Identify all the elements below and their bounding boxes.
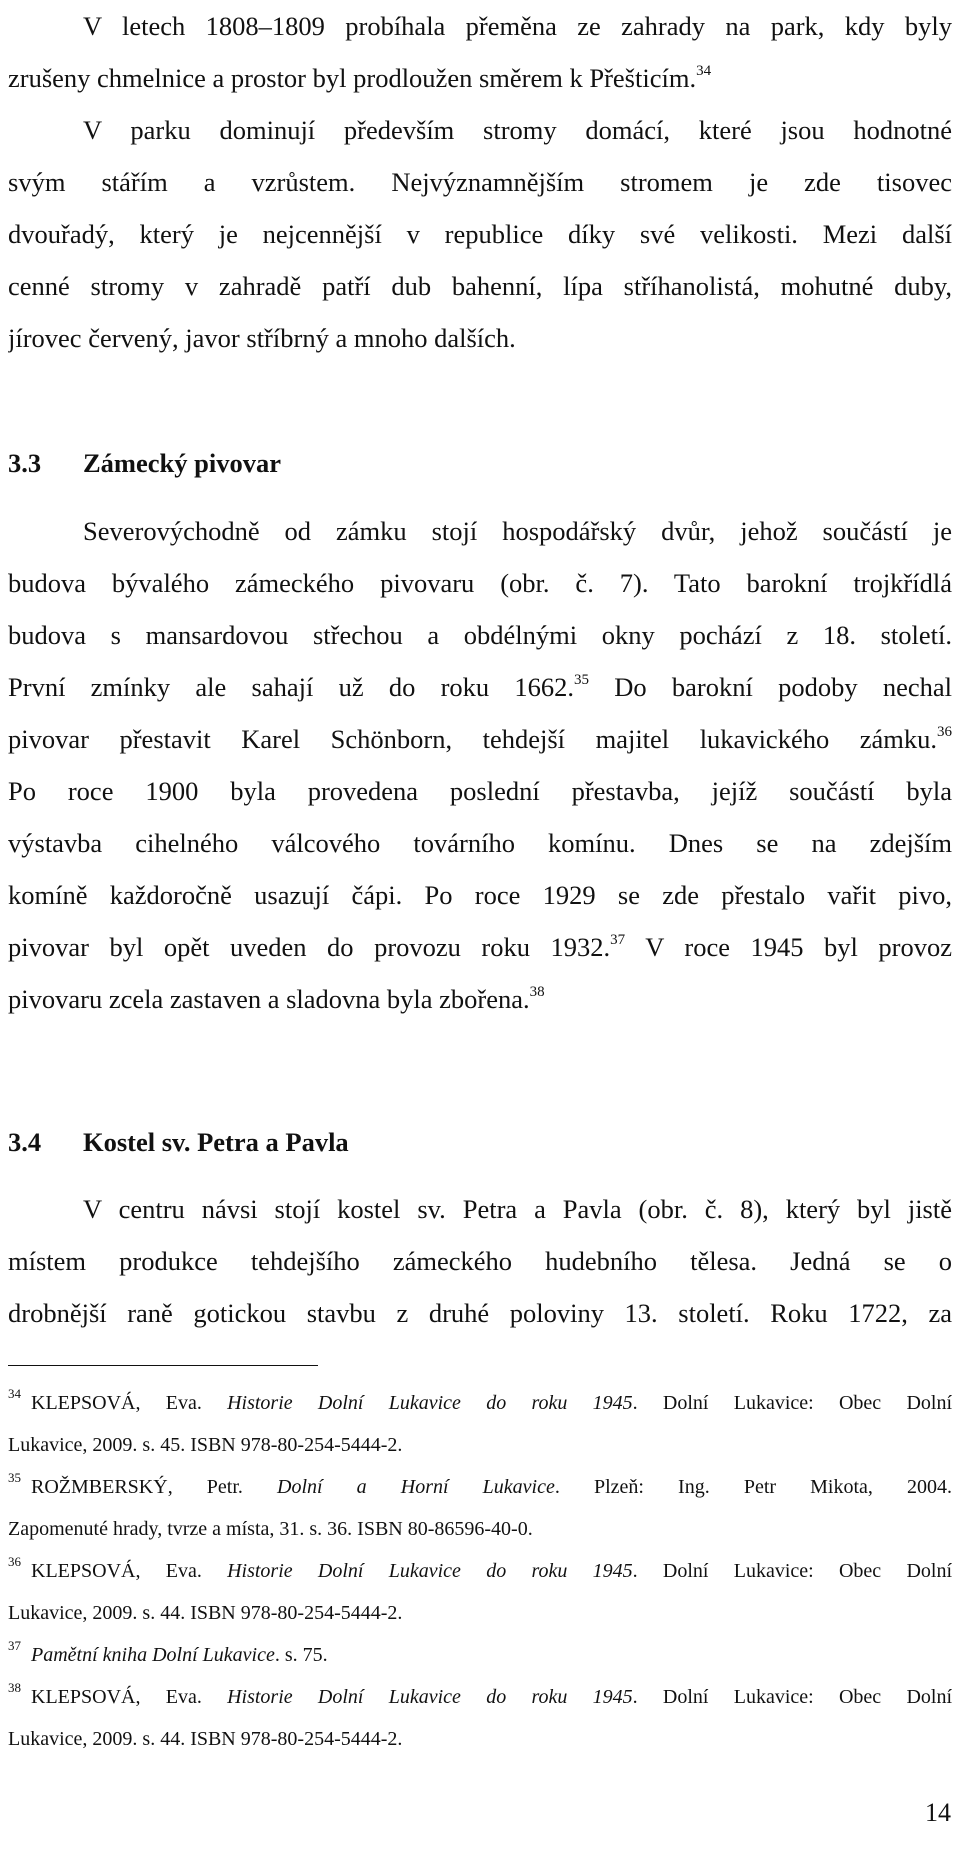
footnote-line: $^{37}$ Pamětní kniha Dolní Lukavice. s. 75. <box>8 1638 328 1666</box>
footnote-number: 37 <box>8 1638 21 1654</box>
footnote-line: Lukavice, 2009. s. 45. ISBN 978-80-254-5444-2. <box>8 1434 403 1456</box>
text-line: pivovar byl opět uveden do provozu roku 1932.37 V roce 1945 byl provoz <box>8 932 952 962</box>
footnote-ref[interactable]: 36 <box>937 724 952 741</box>
text-line: Po roce 1900 byla provedena poslední přestavba, jejíž součástí byla <box>8 776 952 806</box>
footnote-number: 36 <box>8 1554 21 1570</box>
church-paragraph <box>8 1183 952 1339</box>
section-heading <box>8 448 281 479</box>
footnote-line: $^{35}$ ROŽMBERSKÝ, Petr. Dolní a Horní Lukavice. Plzeň: Ing. Petr Mikota, 2004. <box>8 1470 952 1498</box>
brewery-paragraph <box>8 505 952 1025</box>
text-line: pivovaru zcela zastaven a sladovna byla zbořena.$^{38}$ <box>8 984 545 1014</box>
section-heading <box>8 1127 349 1158</box>
text-line: V centru návsi stojí kostel sv. Petra a Pavla (obr. č. 8), který byl jistě <box>83 1194 952 1224</box>
text-line: drobnější raně gotickou stavbu z druhé poloviny 13. století. Roku 1722, za <box>8 1298 952 1328</box>
text-line: místem produkce tehdejšího zámeckého hudebního tělesa. Jedná se o <box>8 1246 952 1276</box>
footnote-separator <box>8 1365 318 1366</box>
book-title: Dolní a Horní Lukavice <box>277 1476 555 1498</box>
footnote-line: $^{36}$ KLEPSOVÁ, Eva. Historie Dolní Lukavice do roku 1945. Dolní Lukavice: Obec Dolní <box>8 1554 952 1582</box>
text-line: cenné stromy v zahradě patří dub bahenní, lípa stříhanolistá, mohutné duby, <box>8 271 952 301</box>
footnote-ref[interactable]: 34 <box>696 63 712 80</box>
text-line: budova bývalého zámeckého pivovaru (obr. č. 7). Tato barokní trojkřídlá <box>8 568 952 598</box>
book-title: Historie Dolní Lukavice do roku 1945 <box>227 1392 633 1414</box>
footnote-number: 35 <box>8 1470 21 1486</box>
book-title: Historie Dolní Lukavice do roku 1945 <box>227 1686 633 1708</box>
page-number: 14 <box>925 1798 951 1827</box>
text-line: V parku dominují především stromy domácí, které jsou hodnotné <box>83 115 952 145</box>
text-line: zrušeny chmelnice a prostor byl prodloužen směrem k Přešticím.$^{34}$ <box>8 63 712 93</box>
text-line: Severovýchodně od zámku stojí hospodářský dvůr, jehož součástí je <box>83 516 952 546</box>
footnote-ref[interactable]: 35 <box>574 672 590 689</box>
footnote-ref[interactable]: 38 <box>529 984 545 1001</box>
text-line: komíně každoročně usazují čápi. Po roce 1929 se zde přestalo vařit pivo, <box>8 880 952 910</box>
text-line: budova s mansardovou střechou a obdélnými okny pochází z 18. století. <box>8 620 952 650</box>
footnote-line: Lukavice, 2009. s. 44. ISBN 978-80-254-5444-2. <box>8 1602 403 1624</box>
text-line: První zmínky ale sahají už do roku 1662.35 Do barokní podoby nechal <box>8 672 952 702</box>
book-title: Historie Dolní Lukavice do roku 1945 <box>227 1560 633 1582</box>
text-line: jírovec červený, javor stříbrný a mnoho dalších. <box>8 323 516 353</box>
section-number: 3.3 <box>8 448 42 478</box>
footnote-number: 38 <box>8 1680 21 1696</box>
footnotes <box>8 1382 952 1760</box>
footnote-line: Lukavice, 2009. s. 44. ISBN 978-80-254-5444-2. <box>8 1728 403 1750</box>
book-title: Pamětní kniha Dolní Lukavice <box>31 1644 275 1666</box>
text-line: svým stářím a vzrůstem. Nejvýznamnějším stromem je zde tisovec <box>8 167 952 197</box>
section-title: Kostel sv. Petra a Pavla <box>83 1127 349 1157</box>
section-number: 3.4 <box>8 1127 42 1157</box>
section-title: Zámecký pivovar <box>83 448 281 478</box>
text-line: dvouřadý, který je nejcennější v republice díky své velikosti. Mezi další <box>8 219 952 249</box>
text-line: V letech 1808–1809 probíhala přeměna ze zahrady na park, kdy byly <box>83 11 952 41</box>
intro-paragraph <box>8 0 952 364</box>
footnote-line: Zapomenuté hrady, tvrze a místa, 31. s. 36. ISBN 80-86596-40-0. <box>8 1518 533 1540</box>
text-line: výstavba cihelného válcového továrního komínu. Dnes se na zdejším <box>8 828 952 858</box>
footnote-ref[interactable]: 37 <box>610 932 626 949</box>
text-line: pivovar přestavit Karel Schönborn, tehdejší majitel lukavického zámku.$^{36}$ <box>8 724 952 754</box>
footnote-line: $^{34}$ KLEPSOVÁ, Eva. Historie Dolní Lukavice do roku 1945. Dolní Lukavice: Obec Dolní <box>8 1386 952 1414</box>
footnote-number: 34 <box>8 1386 21 1402</box>
footnote-line: $^{38}$ KLEPSOVÁ, Eva. Historie Dolní Lukavice do roku 1945. Dolní Lukavice: Obec Dolní <box>8 1680 952 1708</box>
